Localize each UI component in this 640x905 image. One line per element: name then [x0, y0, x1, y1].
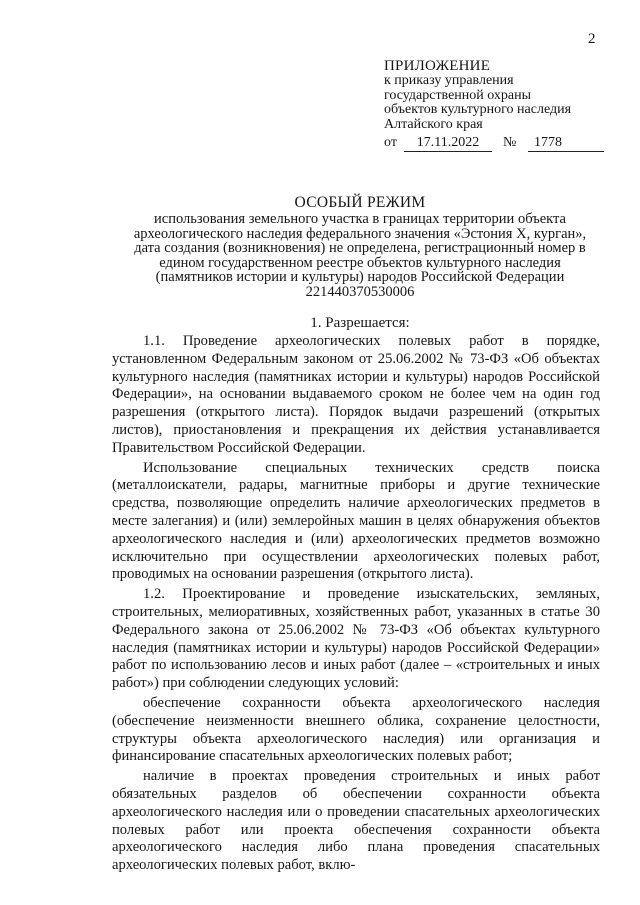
document-title: ОСОБЫЙ РЕЖИМ	[294, 194, 426, 211]
paragraph: 1.2. Проектирование и проведение изыскательских, земляных, строительных, мелиоративных, хозяйственных работ, указанных в статье 30 Федерального закона от 25.06.2002 № 73-ФЗ «Об объектах культурного наследия (памятниках истории и культуры) народов Российской Федерации» работ по использованию лесов и иных работ (далее – «строительных и иных работ») при соблюдении следующих условий:	[112, 586, 600, 692]
appendix-line: государственной охраны	[384, 87, 532, 103]
paragraph: Использование специальных технических средств поиска (металлоискатели, радары, магнитные приборы и другие технические средства, позволяющие определить наличие археологических предметов в месте залегания) и (или) землеройных машин в целях обнаружения объектов археологического наследия и (или) археологических предметов возможно исключительно при осуществлении археологических полевых работ, проводимых на основании разрешения (открытого листа).	[112, 459, 600, 583]
document-subtitle: использования земельного участка в границах территории объекта археологического наследия федерального значения «Эстония X, курган», дата создания (возникновения) не определена, регистрационный номер в едином государственном реестре объектов культурного наследия (памятников истории и культуры) народов Российской Федерации 221440370530006	[133, 211, 587, 300]
appendix-line: объектов культурного наследия	[384, 102, 572, 117]
appendix-title: ПРИЛОЖЕНИЕ	[384, 58, 491, 74]
order-from-label: от	[384, 135, 397, 150]
appendix-line: к приказу управления	[384, 73, 514, 88]
order-number-sign: №	[503, 135, 517, 150]
order-reference	[384, 134, 624, 154]
order-number: 1778	[528, 136, 604, 152]
page-number: 2	[588, 31, 596, 47]
section-heading: 1. Разрешается:	[310, 315, 410, 331]
paragraph: 1.1. Проведение археологических полевых работ в порядке, установленном Федеральным законом от 25.06.2002 № 73-ФЗ «Об объектах культурного наследия (памятниках истории и культуры) народов Российской Федерации», на основании выдаваемого сроком не более чем на один год разрешения (открытого листа). Порядок выдачи разрешений (открытых листов), приостановления и прекращения их действия устанавливается Правительством Российской Федерации.	[112, 333, 600, 456]
order-date: 17.11.2022	[404, 136, 492, 152]
appendix-block	[384, 58, 624, 154]
paragraph: наличие в проектах проведения строительных и иных работ обязательных разделов об обеспечении сохранности объекта археологического наследия или о проведении спасательных археологических полевых работ или проекта обеспечения сохранности объекта археологического наследия либо плана проведения спасательных археологических полевых работ, вклю-	[112, 768, 600, 874]
appendix-line: Алтайского края	[384, 116, 483, 132]
document-body	[112, 333, 600, 875]
paragraph: обеспечение сохранности объекта археологического наследия (обеспечение неизменности внешнего облика, сохранение целостности, структуры объекта археологического наследия) или организация и финансирование спасательных археологических полевых работ;	[112, 694, 600, 765]
